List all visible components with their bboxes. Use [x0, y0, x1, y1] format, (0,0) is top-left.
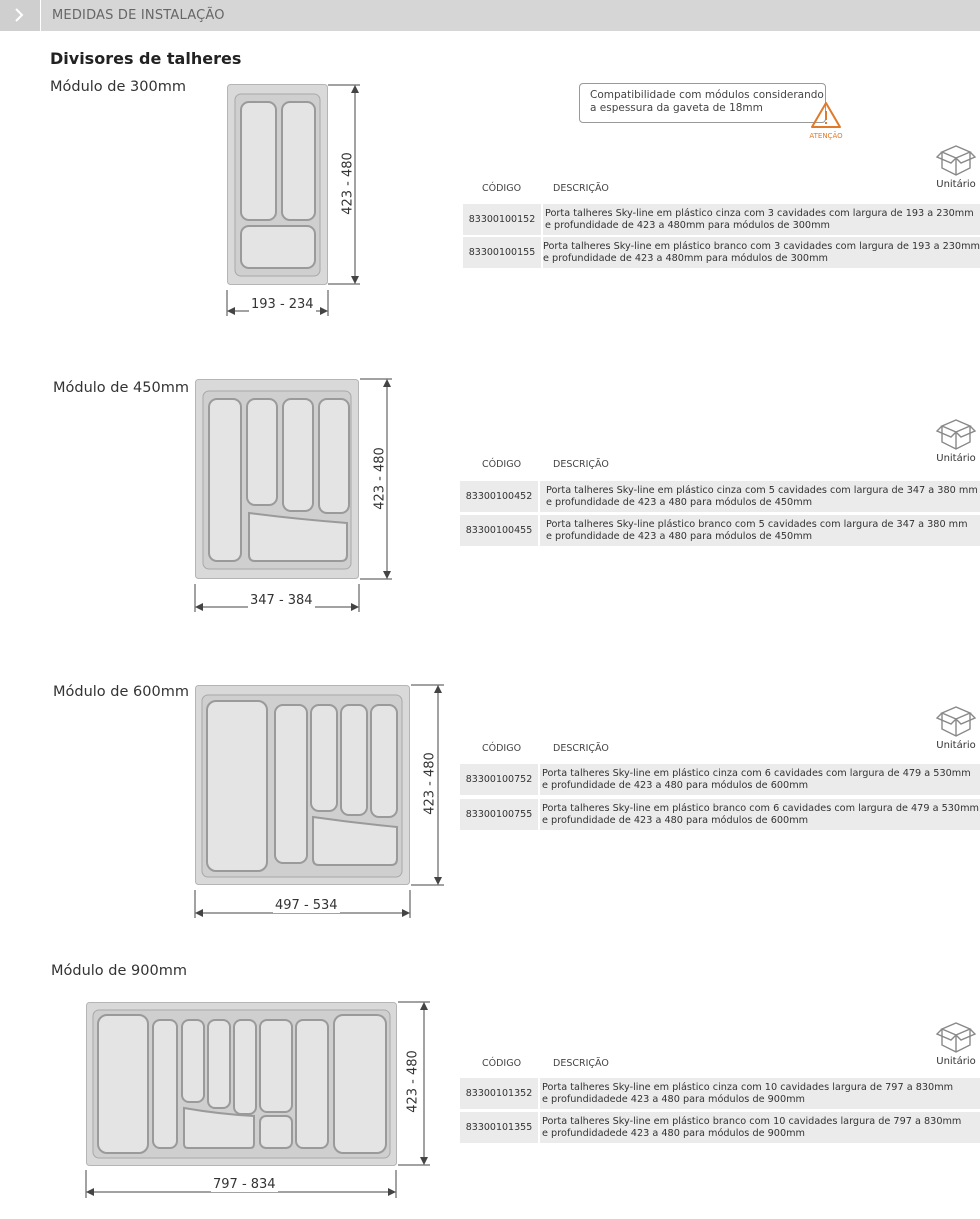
product-description: Porta talheres Sky-line em plástico cinza com 3 cavidades com largura de 193 a 230mm e profundidade de 423 a 480mm para módulos de 300mm — [545, 208, 974, 231]
product-description: Porta talheres Sky-line em plástico cinza com 6 cavidades com largura de 479 a 530mm e profundidade de 423 a 480 para módulos de 600mm — [542, 768, 971, 791]
module-900-label: Módulo de 900mm — [51, 963, 187, 979]
product-description: Porta talheres Sky-line em plástico branco com 3 cavidades com largura de 193 a 230mm e profundidade de 423 a 480mm para módulos de 300mm — [543, 241, 980, 264]
product-code: 83300100752 — [460, 764, 540, 795]
table-header-code: CÓDIGO — [482, 459, 522, 470]
module-600-label: Módulo de 600mm — [53, 684, 189, 700]
depth-dim-300: 423 - 480 — [340, 152, 356, 215]
module-300-label: Módulo de 300mm — [50, 79, 186, 95]
depth-dim-900: 423 - 480 — [405, 1050, 421, 1113]
width-dim-300: 193 - 234 — [251, 297, 314, 312]
depth-dim-600: 423 - 480 — [422, 752, 438, 815]
table-header-code: CÓDIGO — [482, 1058, 522, 1069]
table-header-description: DESCRIÇÃO — [553, 459, 609, 470]
table-row — [460, 1112, 980, 1143]
box-icon — [934, 703, 978, 739]
product-code: 83300100455 — [460, 515, 540, 546]
width-dim-900: 797 - 834 — [213, 1177, 276, 1192]
header-title: MEDIDAS DE INSTALAÇÃO — [52, 8, 225, 23]
product-description: Porta talheres Sky-line em plástico cinza com 10 cavidades largura de 797 a 830mm e profundidadede 423 a 480 para módulos de 900mm — [542, 1082, 954, 1105]
unit-label: Unitário — [936, 1056, 976, 1067]
unit-badge-300 — [933, 142, 979, 190]
unit-label: Unitário — [936, 740, 976, 751]
box-icon — [934, 1019, 978, 1055]
unit-badge-900 — [933, 1019, 979, 1067]
table-row — [460, 515, 980, 546]
module-450-label: Módulo de 450mm — [53, 380, 189, 396]
table-row — [460, 1078, 980, 1109]
warning-label: ATENÇÃO — [809, 132, 843, 140]
product-code: 83300100755 — [460, 799, 540, 830]
table-header-code: CÓDIGO — [482, 743, 522, 754]
table-row — [463, 237, 980, 268]
box-icon — [934, 142, 978, 178]
unit-badge-600 — [933, 703, 979, 751]
box-icon — [934, 416, 978, 452]
unit-badge-450 — [933, 416, 979, 464]
table-row — [460, 799, 980, 830]
table-row — [460, 764, 980, 795]
product-description: Porta talheres Sky-line em plástico cinza com 5 cavidades com largura de 347 a 380 mm e profundidade de 423 a 480 para módulos de 450mm — [546, 485, 978, 508]
table-row — [463, 204, 980, 235]
product-code: 83300101352 — [460, 1078, 540, 1109]
product-code: 83300100155 — [463, 237, 543, 268]
product-description: Porta talheres Sky-line em plástico branco com 6 cavidades com largura de 479 a 530mm e profundidade de 423 a 480 para módulos de 600mm — [542, 803, 979, 826]
table-header-description: DESCRIÇÃO — [553, 1058, 609, 1069]
depth-dim-450: 423 - 480 — [372, 447, 388, 510]
unit-label: Unitário — [936, 453, 976, 464]
section-title: Divisores de talheres — [50, 49, 242, 68]
table-header-code: CÓDIGO — [482, 183, 522, 194]
product-code: 83300100452 — [460, 481, 540, 512]
product-description: Porta talheres Sky-line em plástico branco com 10 cavidades largura de 797 a 830mm e profundidadede 423 a 480 para módulos de 900mm — [542, 1116, 962, 1139]
product-code: 83300101355 — [460, 1112, 540, 1143]
unit-label: Unitário — [936, 179, 976, 190]
width-dim-600: 497 - 534 — [275, 898, 338, 913]
note-line-1: Compatibilidade com módulos considerando — [590, 89, 824, 101]
note-line-2: a espessura da gaveta de 18mm — [590, 102, 763, 114]
table-header-description: DESCRIÇÃO — [553, 743, 609, 754]
product-code: 83300100152 — [463, 204, 543, 235]
product-description: Porta talheres Sky-line plástico branco com 5 cavidades com largura de 347 a 380 mm e profundidade de 423 a 480 para módulos de 450mm — [546, 519, 968, 542]
table-header-description: DESCRIÇÃO — [553, 183, 609, 194]
width-dim-450: 347 - 384 — [250, 593, 313, 608]
table-row — [460, 481, 980, 512]
